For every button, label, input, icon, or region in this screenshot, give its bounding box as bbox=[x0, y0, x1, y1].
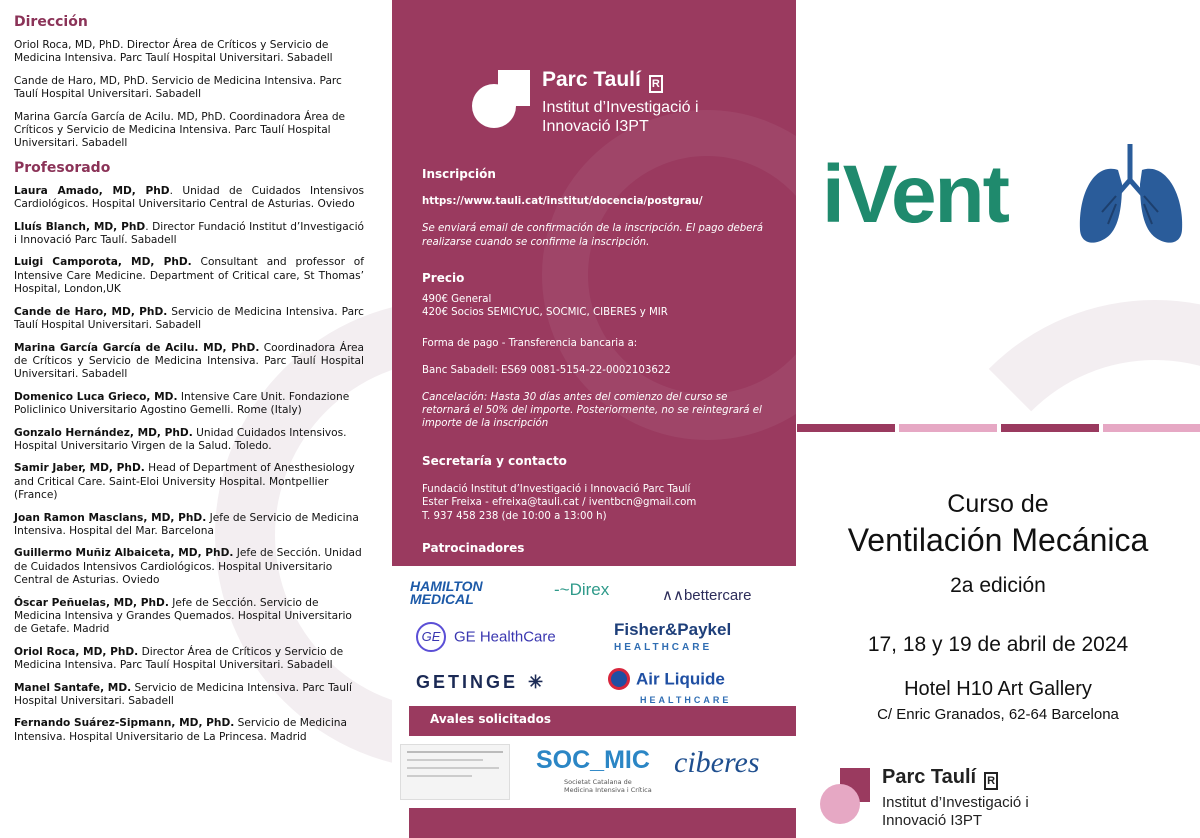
direx-wave-icon: -~ bbox=[554, 580, 570, 599]
patrocinadores-section bbox=[422, 542, 772, 555]
direccion-title: Dirección bbox=[14, 14, 88, 30]
ciberes-logo: ciberes bbox=[658, 736, 796, 808]
patrocinadores-title: Patrocinadores bbox=[422, 541, 525, 555]
semicyuc-document-thumbnail bbox=[392, 736, 518, 808]
secretaria-section bbox=[422, 455, 772, 523]
avales-title: Avales solicitados bbox=[430, 712, 552, 726]
ge-monogram-icon: GE bbox=[416, 622, 446, 652]
profesor-name: Marina García García de Acilu. MD, PhD. bbox=[14, 341, 260, 354]
banco-cuenta: Banc Sabadell: ES69 0081-5154-22-0002103622 bbox=[422, 364, 671, 376]
profesor-name: Cande de Haro, MD, PhD. bbox=[14, 305, 168, 318]
precio-section bbox=[422, 272, 772, 431]
logo-circle-shape bbox=[820, 784, 860, 824]
inscripcion-note: Se enviará email de confirmación de la inscripción. El pago deberá realizarse cuando se confirme la inscripción. bbox=[422, 223, 763, 248]
inscripcion-section bbox=[422, 168, 772, 249]
profesor-affiliation: Servicio de Medicina Intensiva. Parc Taulí Hospital Universitari. Sabadell bbox=[14, 681, 352, 708]
profesor-name: Guillermo Muñiz Albaiceta, MD, PhD. bbox=[14, 547, 234, 560]
secretaria-line: Fundació Institut d’Investigació i Innovació Parc Taulí bbox=[422, 484, 691, 496]
profesor-entry bbox=[14, 682, 364, 709]
venue-name: Hotel H10 Art Gallery bbox=[904, 678, 1092, 700]
profesor-affiliation: Intensive Care Unit. Fondazione Policlinico Universitario Agostino Gemelli. Rome (Italy) bbox=[14, 390, 350, 417]
profesor-affiliation: Coordinadora Área de Críticos y Servicio de Medicina Intensiva. Parc Taulí Hospital Universitari. Sabadell bbox=[14, 341, 364, 381]
direccion-entry: Oriol Roca, MD, PhD. Director Área de Críticos y Servicio de Medicina Intensiva. Parc Taulí Hospital Universitari. Sabadell bbox=[14, 39, 333, 65]
air-liquide-logo: Air Liquide HEALTHCARE bbox=[608, 668, 731, 708]
profesor-name: Samir Jaber, MD, PhD. bbox=[14, 462, 145, 475]
logo-subtitle: Institut d’Investigació i Innovació I3PT bbox=[882, 794, 1029, 829]
profesor-affiliation: Jefe de Sección. Unidad de Cuidados Intensivos Cardiológicos. Hospital Universitario Central de Asturias. Oviedo bbox=[14, 547, 362, 587]
info-panel bbox=[392, 0, 796, 566]
parc-tauli-logo bbox=[472, 66, 732, 146]
ge-healthcare-logo: GE GE HealthCare bbox=[416, 622, 556, 652]
profesor-name: Óscar Peñuelas, MD, PhD. bbox=[14, 596, 169, 609]
bettercare-logo: ∧∧bettercare bbox=[662, 587, 752, 604]
logo-brand: Parc Taulí R bbox=[542, 68, 663, 93]
inscripcion-title: Inscripción bbox=[422, 167, 496, 181]
precio-general: 490€ General bbox=[422, 294, 492, 306]
profesor-entry bbox=[14, 427, 364, 454]
profesor-affiliation: Jefe de Sección. Servicio de Medicina Intensiva y Grandes Quemados. Hospital Universitario de Getafe. Madrid bbox=[14, 596, 352, 636]
secretaria-title: Secretaría y contacto bbox=[422, 454, 567, 468]
profesor-affiliation: Servicio de Medicina Intensiva. Parc Taulí Hospital Universitari. Sabadell bbox=[14, 305, 365, 332]
profesor-name: Lluís Blanch, MD, PhD bbox=[14, 220, 146, 233]
direccion-entry: Marina García García de Acilu. MD, PhD. Coordinadora Área de Críticos y Servicio de Medicina Intensiva. Parc Taulí Hospital Universitari. Sabadell bbox=[14, 110, 346, 150]
profesor-entry bbox=[14, 391, 364, 418]
profesor-name: Fernando Suárez-Sipmann, MD, PhD. bbox=[14, 717, 235, 730]
profesor-name: Joan Ramon Masclans, MD, PhD. bbox=[14, 511, 207, 524]
secretaria-phone: T. 937 458 238 (de 10:00 a 13:00 h) bbox=[422, 510, 607, 522]
profesor-name: Laura Amado, MD, PhD bbox=[14, 184, 170, 197]
profesor-affiliation: Servicio de Medicina Intensiva. Hospital Universitario de La Princesa. Madrid bbox=[14, 717, 348, 743]
profesor-name: Manel Santafe, MD. bbox=[14, 681, 132, 694]
profesor-affiliation: . Unidad de Cuidados Intensivos Cardiológicos. Hospital Universitario Central de Asturias. Oviedo bbox=[14, 184, 364, 211]
direccion-entry: Cande de Haro, MD, PhD. Servicio de Medicina Intensiva. Parc Taulí Hospital Universitari. Sabadell bbox=[14, 74, 342, 101]
profesor-entry bbox=[14, 597, 364, 637]
registered-badge-icon: R bbox=[649, 75, 663, 93]
getinge-logo: GETINGE ✳ bbox=[416, 672, 547, 692]
profesorado-title: Profesorado bbox=[14, 159, 111, 176]
lungs-icon bbox=[1072, 140, 1192, 250]
fisher-paykel-logo: Fisher&Paykel HEALTHCARE bbox=[614, 620, 732, 653]
logo-circle-shape bbox=[472, 84, 516, 128]
profesor-affiliation: Jefe de Servicio de Medicina Intensiva. Hospital del Mar. Barcelona bbox=[14, 511, 359, 537]
bettercare-pulse-icon: ∧∧ bbox=[662, 587, 684, 604]
cancelacion-note: Cancelación: Hasta 30 días antes del comienzo del curso se retornará el 50% del importe. Posteriormente, no se reintegrará el importe de la inscripción bbox=[422, 392, 762, 430]
registered-badge-icon: R bbox=[984, 772, 998, 790]
profesorado-list bbox=[14, 185, 364, 744]
profesor-entry bbox=[14, 547, 364, 587]
forma-pago: Forma de pago - Transferencia bancaria a: bbox=[422, 337, 638, 349]
profesor-name: Luigi Camporota, MD, PhD. bbox=[14, 256, 192, 269]
socmic-logo: SOC_MIC Societat Catalana de Medicina Intensiva i Crítica bbox=[518, 736, 658, 808]
ivent-logo bbox=[822, 140, 1192, 260]
profesor-name: Oriol Roca, MD, PhD. bbox=[14, 645, 139, 658]
profesor-name: Gonzalo Hernández, MD, PhD. bbox=[14, 426, 193, 439]
parc-tauli-logo-bottom bbox=[820, 766, 1100, 836]
logo-subtitle: Institut d’Investigació i Innovació I3PT bbox=[542, 99, 699, 135]
sponsors-grid bbox=[404, 566, 796, 706]
precio-socios: 420€ Socios SEMICYUC, SOCMIC, CIBERES y MIR bbox=[422, 307, 668, 319]
profesor-entry bbox=[14, 256, 364, 296]
profesor-entry bbox=[14, 306, 364, 333]
profesor-affiliation: . Director Fundació Institut d’Investigació i Innovació Parc Taulí. Sabadell bbox=[14, 220, 364, 247]
edition-label: 2a edición bbox=[950, 574, 1046, 597]
profesor-entry bbox=[14, 646, 364, 673]
course-title: Ventilación Mecánica bbox=[847, 522, 1149, 558]
profesor-entry bbox=[14, 512, 364, 539]
inscripcion-link[interactable]: https://www.tauli.cat/institut/docencia/postgrau/ bbox=[422, 196, 703, 208]
profesor-entry bbox=[14, 185, 364, 212]
profesor-affiliation: Head of Department of Anesthesiology and Critical Care. Saint-Eloi University Hospital. Montpellier (France) bbox=[14, 462, 355, 502]
profesor-entry bbox=[14, 462, 364, 502]
profesor-entry bbox=[14, 717, 364, 744]
curso-de-label: Curso de bbox=[947, 490, 1049, 518]
getinge-star-icon: ✳ bbox=[528, 672, 547, 692]
venue-address: C/ Enric Granados, 62-64 Barcelona bbox=[877, 706, 1119, 723]
hamilton-logo: HAMILTON MEDICAL bbox=[410, 578, 483, 607]
profesor-affiliation: Consultant and professor of Intensive Care Medicine. Department of Critical care, St Thomas’ Hospital, London,UK bbox=[14, 256, 364, 296]
secretaria-contact[interactable]: Ester Freixa - efreixa@tauli.cat / iventbcn@gmail.com bbox=[422, 497, 697, 509]
event-dates: 17, 18 y 19 de abril de 2024 bbox=[867, 633, 1129, 656]
air-liquide-emblem-icon bbox=[608, 668, 630, 690]
divider-bars bbox=[797, 424, 1200, 432]
precio-title: Precio bbox=[422, 271, 465, 285]
profesor-name: Domenico Luca Grieco, MD. bbox=[14, 390, 178, 403]
profesor-entry bbox=[14, 221, 364, 248]
left-panel bbox=[0, 0, 392, 838]
profesor-affiliation: Unidad Cuidados Intensivos. Hospital Universitario Virgen de la Salud. Toledo. bbox=[14, 426, 347, 452]
profesor-affiliation: Director Área de Críticos y Servicio de Medicina Intensiva. Parc Taulí Hospital Universitari. Sabadell bbox=[14, 645, 344, 672]
profesor-entry bbox=[14, 342, 364, 382]
logo-brand: Parc Taulí R bbox=[882, 766, 998, 790]
direx-logo: -~Direx bbox=[554, 580, 610, 599]
ivent-wordmark: iVent bbox=[822, 149, 1008, 240]
